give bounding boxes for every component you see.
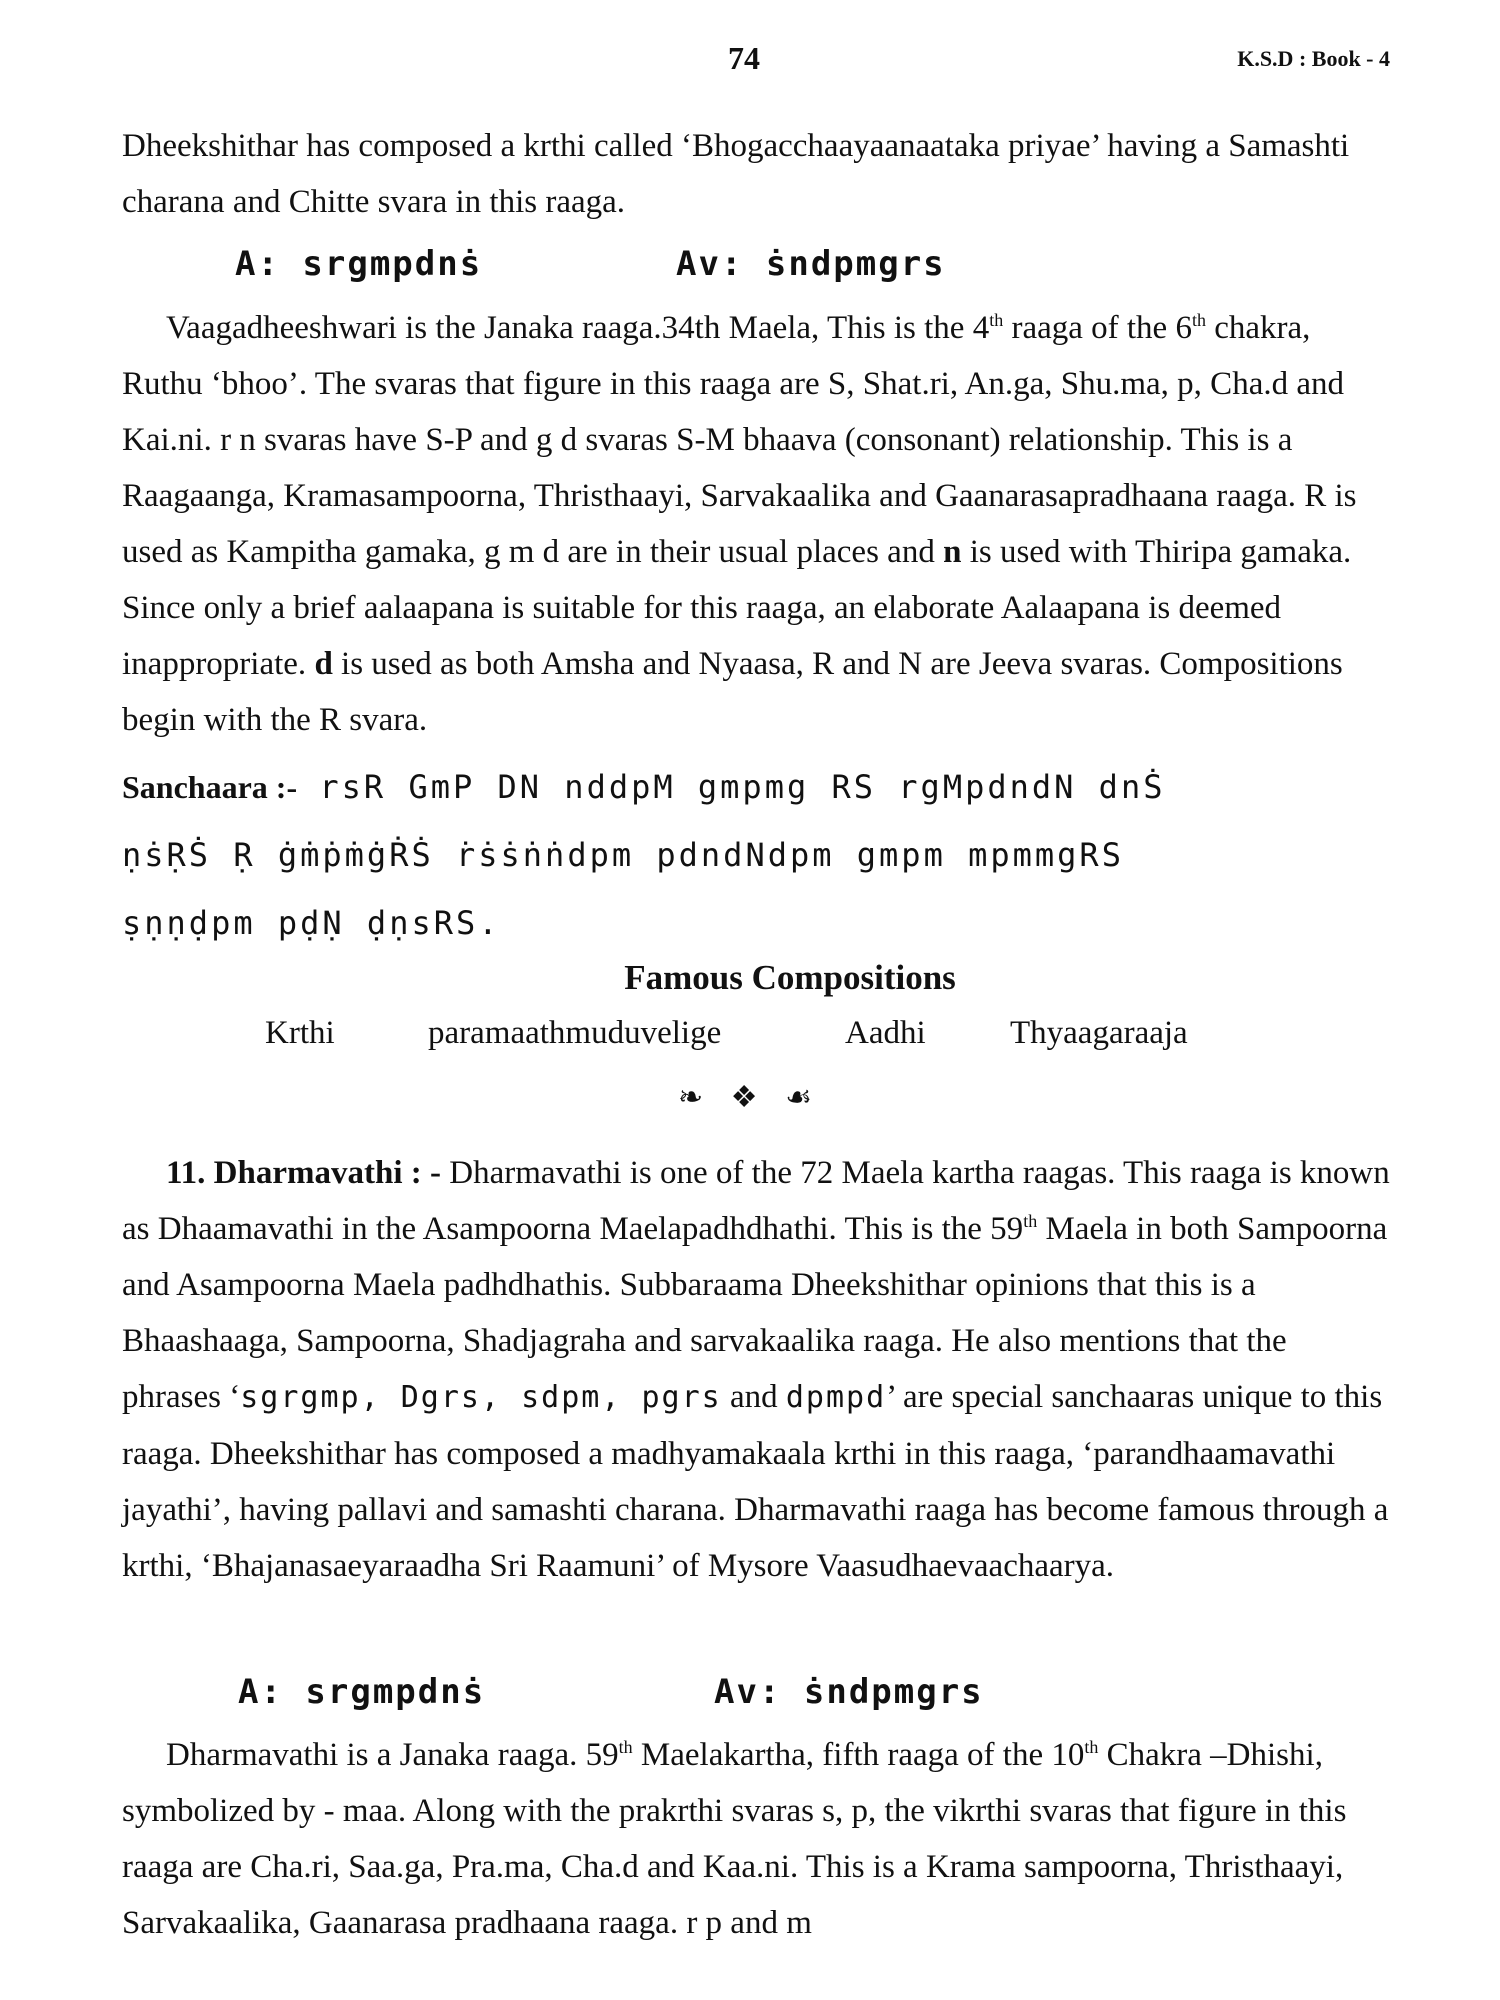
dharmavathi-details-paragraph (122, 1727, 1390, 1951)
avarohana-2: Av: ṡndpmgrs (714, 1672, 984, 1712)
arohana-1: A: srgmpdnṡ (235, 244, 483, 284)
text-segment: ’ are special sanchaaras unique to this raaga. Dheekshithar has composed a madhyamakaala krthi in this raaga, ‘parandhaamavathi jayathi’, having pallavi and samashti charana. Dharmavathi raaga has become famous through a krthi, ‘Bhajanasaeyaraadha Sri Raamuni’ of Mysore Vaasudhaevaachaarya. (122, 1379, 1389, 1584)
avarohana-1: Av: ṡndpmgrs (676, 244, 946, 284)
phrase-notes: dpmpd (785, 1380, 887, 1415)
sanchaara-line-1 (122, 768, 1392, 806)
superscript: th (989, 310, 1004, 330)
text-segment: raaga of the 6 (1003, 310, 1192, 346)
phrase-notes: sgrgmp, Dgrs, sdpm, pgrs (240, 1380, 722, 1415)
composition-name: paramaathmuduvelige (428, 1015, 722, 1051)
composition-composer: Thyaagaraaja (1010, 1015, 1188, 1051)
text-segment: is used as both Amsha and Nyaasa, R and N are Jeeva svaras. Compositions begin with the R svara. (122, 646, 1343, 738)
text-segment: chakra, Ruthu ‘bhoo’. The svaras that figure in this raaga are S, Shat.ri, An.ga, Shu.ma, p, Cha.d and Kai.ni. r n svaras have S-P and g d svaras S-M bhaava (consonant) relationship. This is a Raagaanga, Kramasampoorna, Thristhaayi, Sarvakaalika and Gaanarasapradhaana raaga. R is used as Kampitha gamaka, g m d are in their usual places and (122, 310, 1357, 570)
book-label: K.S.D : Book - 4 (1237, 46, 1390, 71)
superscript: th (618, 1737, 633, 1757)
ornament-divider: ❧ ❖ ☙ (678, 1081, 822, 1114)
text-segment: Vaagadheeshwari is the Janaka raaga.34th Maela, This is the 4 (166, 310, 990, 346)
superscript: th (1191, 310, 1206, 330)
text-segment: Maela in both Sampoorna and Asampoorna Maela padhdhathis. Subbaraama Dheekshithar opinions that this is a Bhaashaaga, Sampoorna, Shadjagraha and sarvakaalika raaga. He also mentions that the phrases ‘ (122, 1211, 1388, 1415)
composition-taala: Aadhi (845, 1015, 926, 1051)
page-number: 74 (728, 40, 760, 76)
bold-svara: d (314, 646, 333, 682)
sanchaara-notes: rsR GmP DN nddpM gmpmg RS rgMpdndN dnṠ (319, 768, 1166, 806)
sanchaara-line-3: ṣṇṇḍpm pḍṆ ḍṇsRS. (122, 904, 501, 942)
dharmavathi-paragraph (122, 1145, 1390, 1594)
composition-type: Krthi (265, 1015, 335, 1051)
section-heading: 11. Dharmavathi : - (166, 1155, 441, 1191)
text-segment: Chakra –Dhishi, symbolized by - maa. Along with the prakrthi svaras s, p, the vikrthi svaras that figure in this raaga are Cha.ri, Saa.ga, Pra.ma, Cha.d and Kaa.ni. This is a Krama sampoorna, Thristhaayi, Sarvakaalika, Gaanarasa pradhaana raaga. r p and m (122, 1737, 1347, 1941)
vaagadheeshwari-paragraph (122, 300, 1390, 748)
text-segment: Dharmavathi is a Janaka raaga. 59 (166, 1737, 619, 1773)
sanchaara-label: Sanchaara :- (122, 769, 298, 805)
text-segment: Dharmavathi is one of the 72 Maela kartha raagas. This raaga is known as Dhaamavathi in the Asampoorna Maelapadhdhathi. This is the 59 (122, 1155, 1390, 1247)
bold-svara: n (943, 534, 962, 570)
superscript: th (1023, 1211, 1038, 1231)
arohana-2: A: srgmpdnṡ (238, 1672, 486, 1712)
famous-compositions-title: Famous Compositions (624, 958, 956, 997)
intro-paragraph: Dheekshithar has composed a krthi called ‘Bhogacchaayaanaataka priyae’ having a Samashti charana and Chitte svara in this raaga. (122, 128, 1350, 220)
text-segment: Maelakartha, fifth raaga of the 10 (632, 1737, 1085, 1773)
text-segment: and (721, 1379, 786, 1415)
superscript: th (1084, 1737, 1099, 1757)
sanchaara-line-2: ṇṡṚṠ Ṛ ġṁṗṁġṘṠ ṙṡṡṅṅdpm pdndNdpm gmpm mpmmgRS (122, 836, 1124, 874)
text-segment: is used with Thiripa gamaka. Since only a brief aalaapana is suitable for this raaga, an elaborate Aalaapana is deemed inappropriate. (122, 534, 1352, 682)
